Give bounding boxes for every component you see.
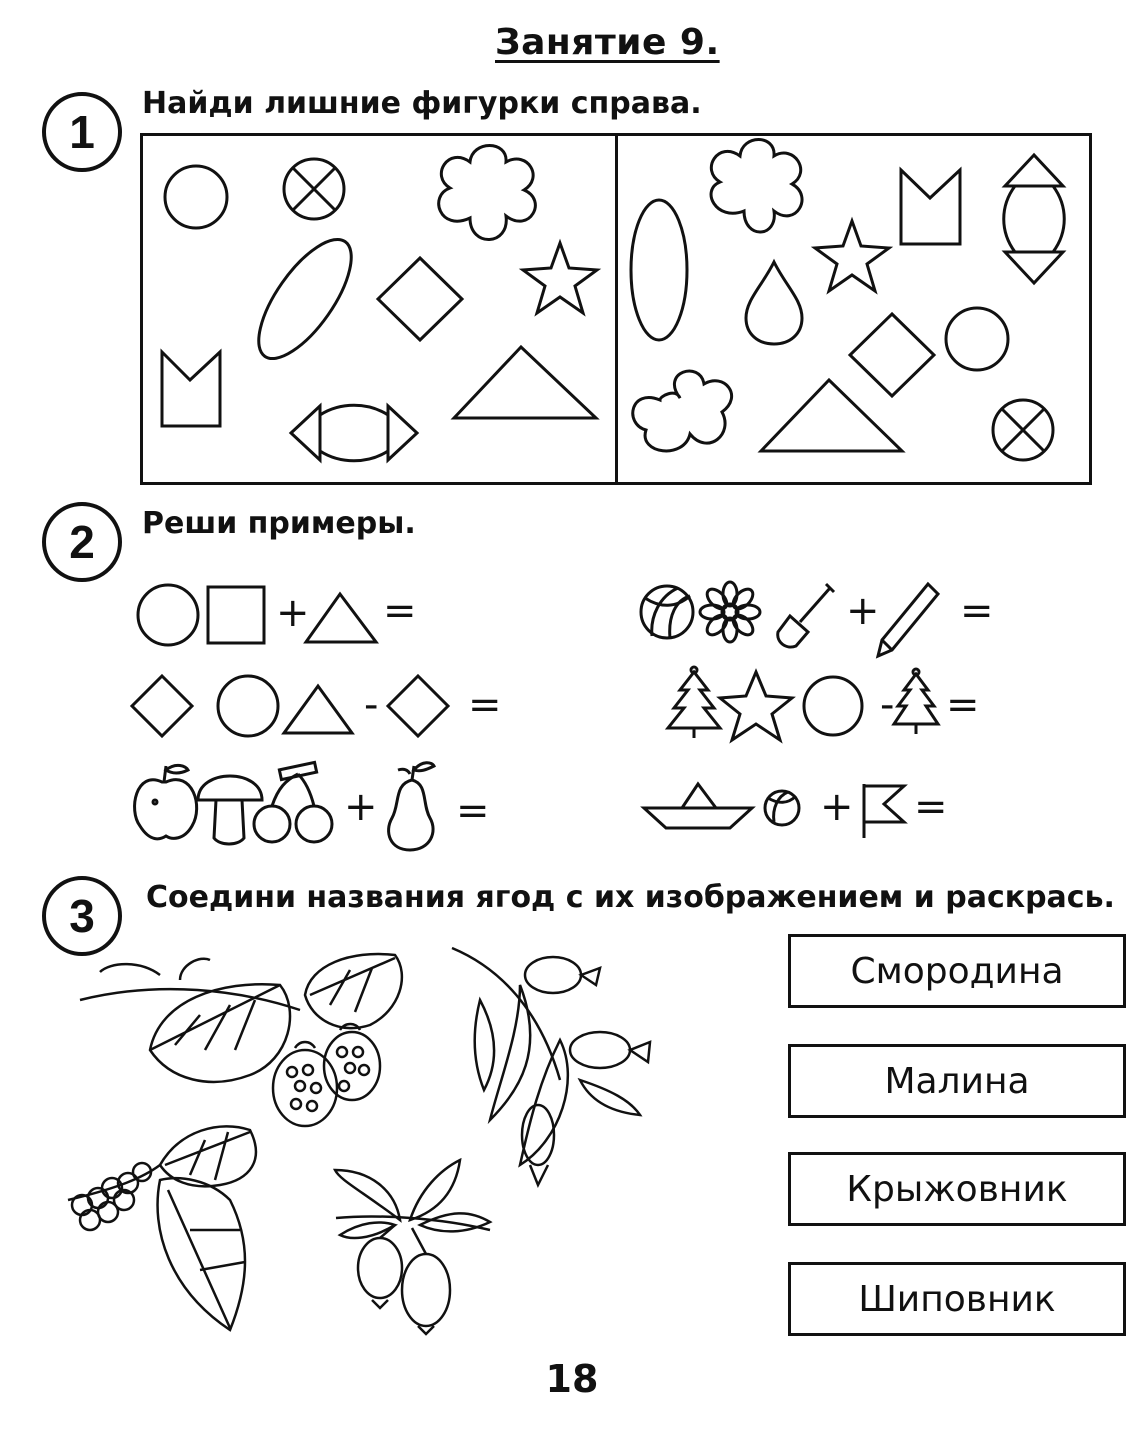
mushroom-icon xyxy=(198,776,262,844)
apple-icon xyxy=(135,765,197,838)
rosehip-drawing xyxy=(452,948,650,1185)
ball-icon xyxy=(765,791,799,825)
circle-icon xyxy=(218,676,278,736)
cherries-icon xyxy=(254,762,332,842)
raspberry-drawing xyxy=(80,954,402,1126)
task-3-text: Соедини названия ягод с их изображением и раскрась. xyxy=(146,880,1115,915)
page-number: 18 xyxy=(545,1357,599,1401)
circle-icon xyxy=(138,585,198,645)
operator: + xyxy=(846,588,880,634)
shovel-icon xyxy=(778,584,834,647)
berry-label-malina[interactable]: Малина xyxy=(788,1044,1126,1118)
operator: + xyxy=(820,784,854,830)
berry-label-shipovnik[interactable]: Шиповник xyxy=(788,1262,1126,1336)
equals-sign: = xyxy=(383,588,417,634)
equals-sign: = xyxy=(914,784,948,830)
square-icon xyxy=(208,587,264,643)
flower-icon xyxy=(700,582,760,642)
pencil-icon xyxy=(878,584,938,656)
berry-label-smorodina[interactable]: Смородина xyxy=(788,934,1126,1008)
operator: - xyxy=(364,682,379,728)
operator: - xyxy=(880,682,895,728)
equals-sign: = xyxy=(468,682,502,728)
ball-icon xyxy=(641,586,693,638)
equals-sign: = xyxy=(960,588,994,634)
diamond-icon xyxy=(388,676,448,736)
task-1-number: 1 xyxy=(42,92,122,172)
triangle-icon xyxy=(306,594,376,642)
page-title: Занятие 9. xyxy=(495,22,720,63)
circle-icon xyxy=(804,677,862,735)
panel-divider xyxy=(615,133,618,485)
equals-sign: = xyxy=(946,682,980,728)
paper-boat-icon xyxy=(644,784,752,828)
task-2-number: 2 xyxy=(42,502,122,582)
diamond-icon xyxy=(132,676,192,736)
currant-drawing xyxy=(68,1126,256,1330)
pear-icon xyxy=(389,763,434,850)
fir-tree-icon xyxy=(668,667,720,738)
gooseberry-drawing xyxy=(335,1160,490,1334)
triangle-icon xyxy=(284,686,352,733)
task-2-text: Реши примеры. xyxy=(142,506,416,541)
operator: + xyxy=(276,590,310,636)
berry-label-kryzhovnik[interactable]: Крыжовник xyxy=(788,1152,1126,1226)
task-3-number: 3 xyxy=(42,876,122,956)
fir-tree-icon xyxy=(894,669,938,734)
operator: + xyxy=(344,784,378,830)
equals-sign: = xyxy=(456,788,490,834)
task-1-text: Найди лишние фигурки справа. xyxy=(142,86,702,121)
star-icon xyxy=(720,672,792,740)
flag-icon xyxy=(864,784,904,838)
